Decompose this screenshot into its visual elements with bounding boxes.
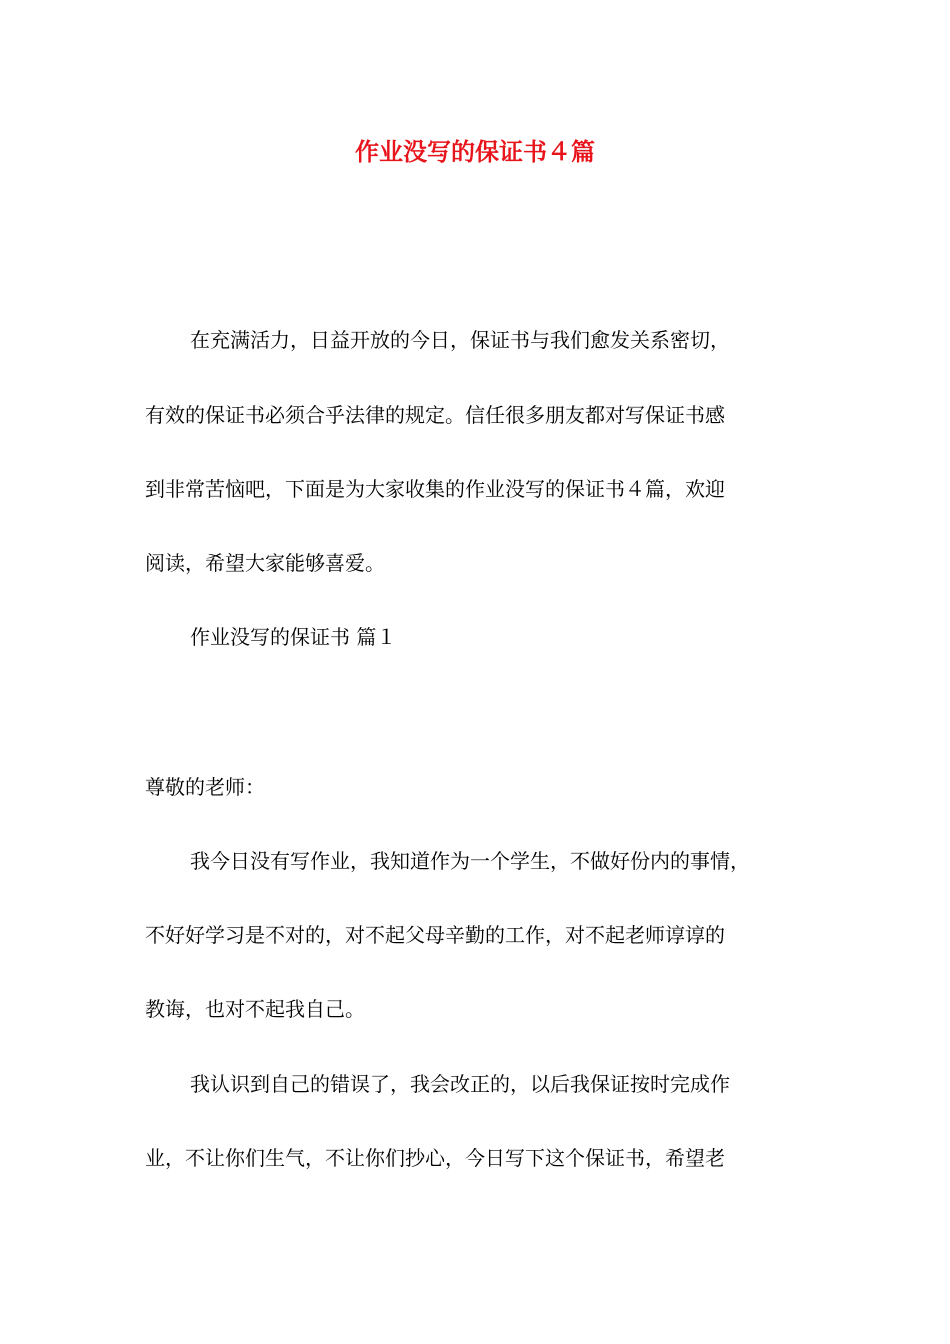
paragraph-line: 不好好学习是不对的，对不起父母辛勤的工作，对不起老师谆谆的 [145, 923, 725, 947]
intro-line: 阅读，希望大家能够喜爱。 [145, 551, 385, 575]
section-heading: 作业没写的保证书 篇１ [190, 625, 397, 649]
intro-line: 有效的保证书必须合乎法律的规定。信任很多朋友都对写保证书感 [145, 403, 725, 427]
intro-line: 在充满活力，日益开放的今日，保证书与我们愈发关系密切， [190, 328, 730, 352]
intro-line: 到非常苦恼吧，下面是为大家收集的作业没写的保证书４篇，欢迎 [145, 477, 725, 501]
paragraph-line: 教诲，也对不起我自己。 [145, 997, 365, 1021]
paragraph-line: 业，不让你们生气，不让你们抄心，今日写下这个保证书，希望老 [145, 1146, 725, 1170]
paragraph-line: 我今日没有写作业，我知道作为一个学生，不做好份内的事情， [190, 849, 750, 873]
document-title: 作业没写的保证书４篇 [355, 137, 595, 166]
paragraph-line: 我认识到自己的错误了，我会改正的，以后我保证按时完成作 [190, 1072, 730, 1096]
salutation: 尊敬的老师： [145, 775, 265, 799]
